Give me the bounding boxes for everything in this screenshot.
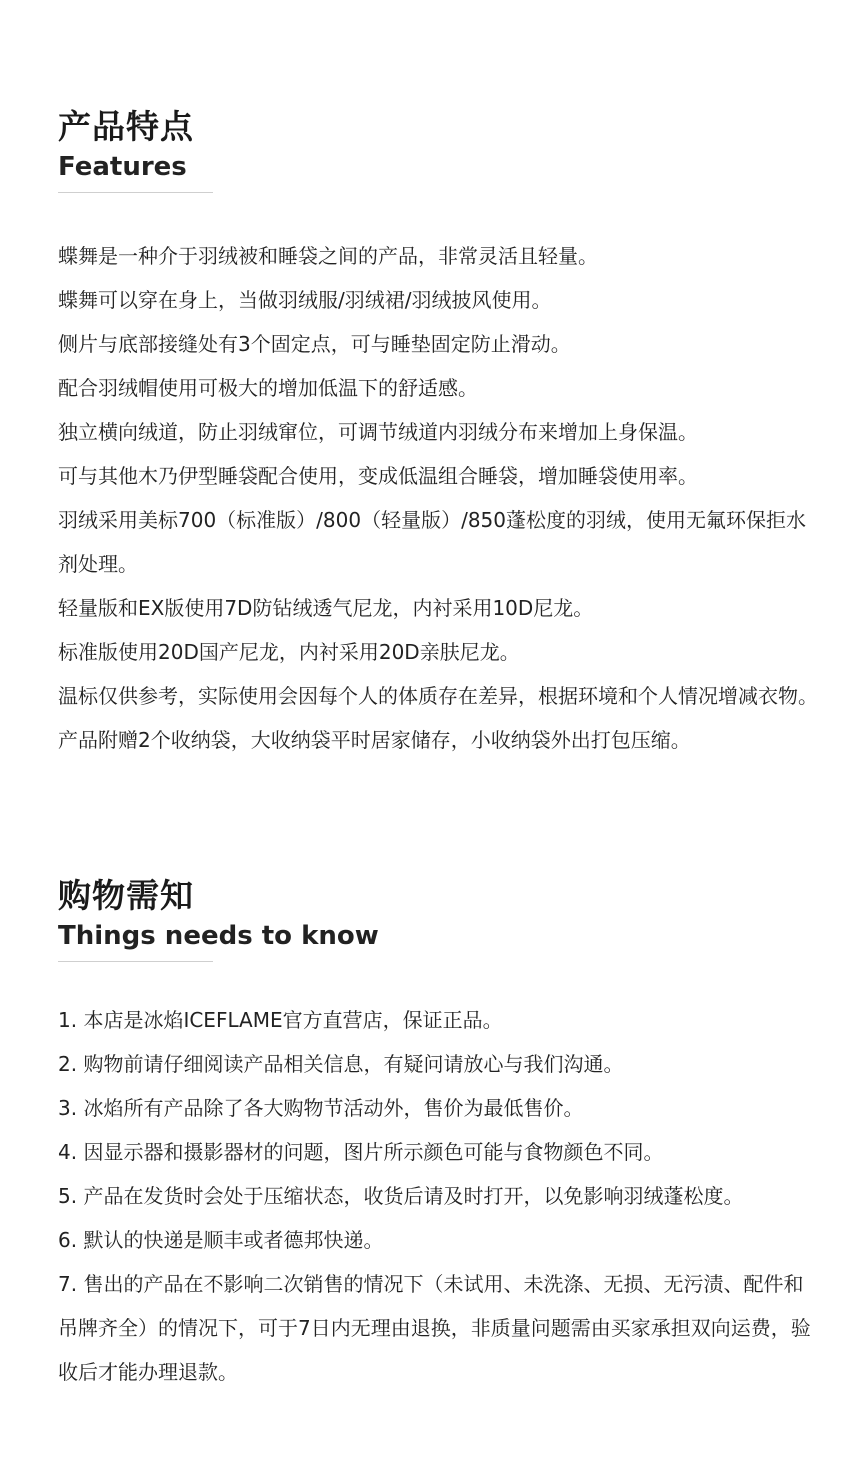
feature-line: 标准版使用20D国产尼龙，内衬采用20D亲肤尼龙。 <box>58 640 520 664</box>
notice-line: 1. 本店是冰焰ICEFLAME官方直营店，保证正品。 <box>58 1008 503 1032</box>
notice-body <box>58 998 818 1394</box>
notice-title-cn: 购物需知 <box>58 876 194 915</box>
notice-line: 6. 默认的快递是顺丰或者德邦快递。 <box>58 1228 384 1252</box>
feature-line: 羽绒采用美标700（标准版）/800（轻量版）/850蓬松度的羽绒，使用无氟环保拒水剂处理。 <box>58 508 806 576</box>
feature-line: 可与其他木乃伊型睡袋配合使用，变成低温组合睡袋，增加睡袋使用率。 <box>58 464 698 488</box>
notice-divider <box>58 961 213 962</box>
notice-line: 5. 产品在发货时会处于压缩状态，收货后请及时打开，以免影响羽绒蓬松度。 <box>58 1184 744 1208</box>
feature-line: 轻量版和EX版使用7D防钻绒透气尼龙，内衬采用10D尼龙。 <box>58 596 594 620</box>
notice-title-en: Things needs to know <box>58 921 379 951</box>
feature-line: 蝶舞可以穿在身上，当做羽绒服/羽绒裙/羽绒披风使用。 <box>58 288 552 312</box>
features-section <box>58 104 818 762</box>
features-title-cn: 产品特点 <box>58 107 194 146</box>
notice-line: 2. 购物前请仔细阅读产品相关信息，有疑问请放心与我们沟通。 <box>58 1052 624 1076</box>
notice-line: 4. 因显示器和摄影器材的问题，图片所示颜色可能与食物颜色不同。 <box>58 1140 664 1164</box>
feature-line: 配合羽绒帽使用可极大的增加低温下的舒适感。 <box>58 376 478 400</box>
feature-line: 侧片与底部接缝处有3个固定点，可与睡垫固定防止滑动。 <box>58 332 571 356</box>
features-title-en: Features <box>58 152 187 182</box>
feature-line: 产品附赠2个收纳袋，大收纳袋平时居家储存，小收纳袋外出打包压缩。 <box>58 728 691 752</box>
notice-section <box>58 873 818 1394</box>
features-body <box>58 234 818 762</box>
notice-line: 7. 售出的产品在不影响二次销售的情况下（未试用、未洗涤、无损、无污渍、配件和吊牌齐全）的情况下，可于7日内无理由退换，非质量问题需由买家承担双向运费，验收后才能办理退款。 <box>58 1272 811 1384</box>
feature-line: 温标仅供参考，实际使用会因每个人的体质存在差异，根据环境和个人情况增减衣物。 <box>58 684 818 708</box>
notice-line: 3. 冰焰所有产品除了各大购物节活动外，售价为最低售价。 <box>58 1096 584 1120</box>
feature-line: 独立横向绒道，防止羽绒窜位，可调节绒道内羽绒分布来增加上身保温。 <box>58 420 698 444</box>
feature-line: 蝶舞是一种介于羽绒被和睡袋之间的产品，非常灵活且轻量。 <box>58 244 598 268</box>
features-divider <box>58 192 213 193</box>
